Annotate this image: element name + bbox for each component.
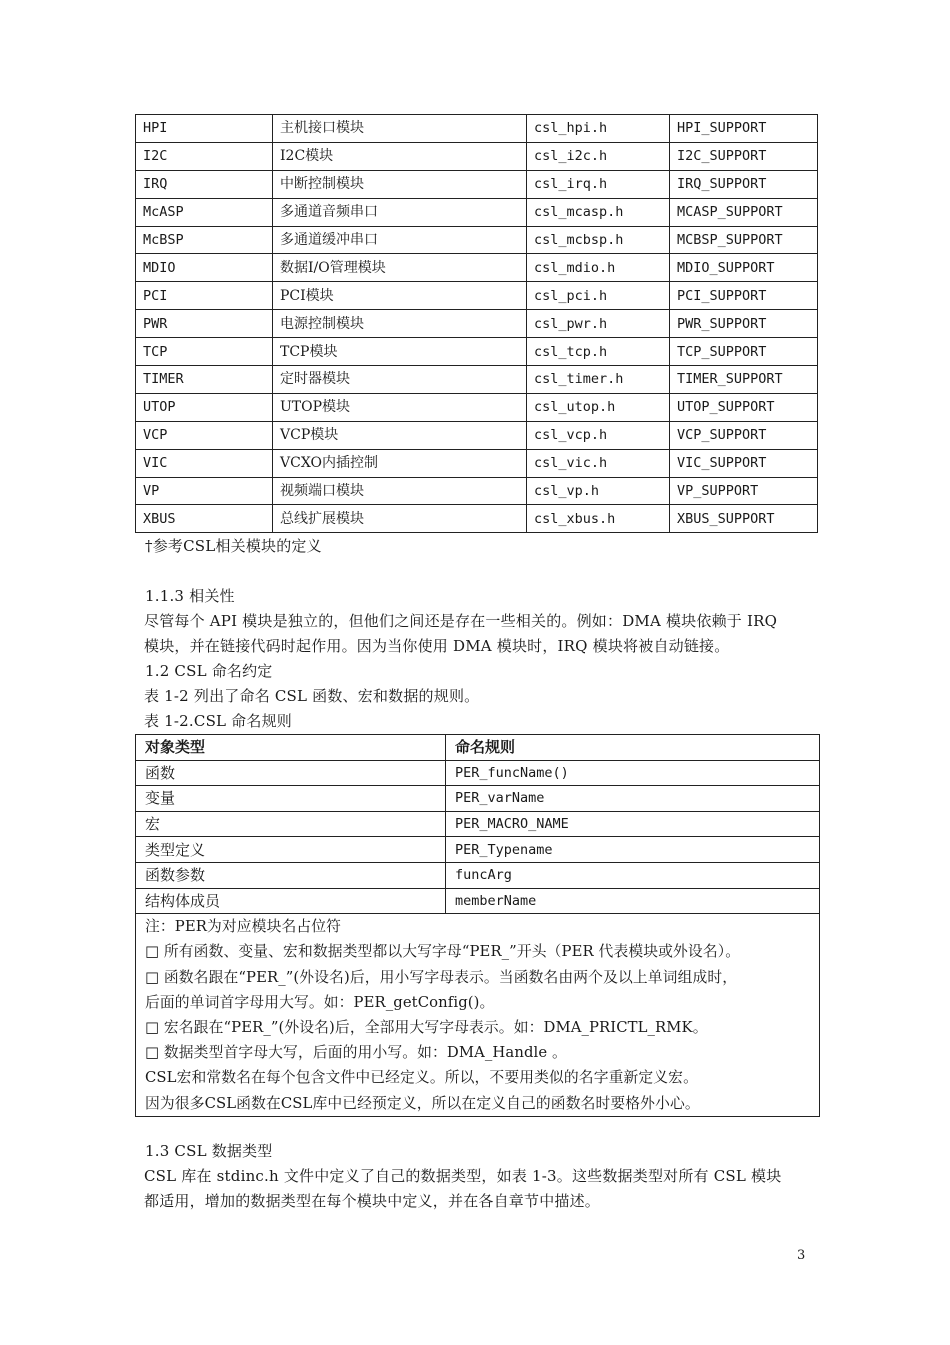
table-row [136,115,818,143]
module-description: 主机接口模块 [273,115,527,143]
module-abbrev: VCP [136,421,273,449]
module-description: VCXO内插控制 [273,449,527,477]
naming-rule-cell: PER_funcName() [446,760,820,786]
module-abbrev: PCI [136,282,273,310]
page-number: 3 [797,1248,806,1263]
note-line: □ 函数名跟在“PER_”(外设名)后，用小写字母表示。当函数名由两个及以上单词组成时， [145,968,738,986]
object-type-cell: 类型定义 [136,837,446,863]
table-row [136,888,820,914]
table-row [136,421,818,449]
module-description: TCP模块 [273,338,527,366]
module-description: VCP模块 [273,421,527,449]
module-support-macro: PCI_SUPPORT [670,282,818,310]
table-row [136,760,820,786]
table-row [136,449,818,477]
module-support-macro: MDIO_SUPPORT [670,254,818,282]
naming-rule-cell: PER_MACRO_NAME [446,811,820,837]
object-type-cell: 函数参数 [136,862,446,888]
table-row [136,198,818,226]
table-row [136,477,818,505]
section-heading-1-3: 1.3 CSL 数据类型 [145,1142,273,1160]
module-abbrev: HPI [136,115,273,143]
module-abbrev: TCP [136,338,273,366]
note-line: 后面的单词首字母用大写。如：PER_getConfig()。 [145,993,495,1011]
module-abbrev: McASP [136,198,273,226]
object-type-cell: 变量 [136,786,446,812]
module-description: 数据I/O管理模块 [273,254,527,282]
table-row [136,142,818,170]
object-type-cell: 宏 [136,811,446,837]
table-row [136,310,818,338]
module-description: UTOP模块 [273,393,527,421]
module-abbrev: MDIO [136,254,273,282]
module-header-file: csl_pwr.h [527,310,670,338]
naming-rule-cell: memberName [446,888,820,914]
note-line: 注：PER为对应模块名占位符 [145,918,342,936]
module-header-file: csl_vp.h [527,477,670,505]
module-header-file: csl_hpi.h [527,115,670,143]
table-row [136,254,818,282]
module-support-macro: VIC_SUPPORT [670,449,818,477]
module-support-macro: IRQ_SUPPORT [670,170,818,198]
module-abbrev: McBSP [136,226,273,254]
object-type-cell: 结构体成员 [136,888,446,914]
module-description: PCI模块 [273,282,527,310]
note-line: 因为很多CSL函数在CSL库中已经预定义，所以在定义自己的函数名时要格外小心。 [145,1094,700,1112]
table-row [136,282,818,310]
module-header-file: csl_irq.h [527,170,670,198]
table-row [136,505,818,533]
table-row [136,366,818,394]
section-heading-1-2: 1.2 CSL 命名约定 [145,662,273,680]
section-heading-1-1-3: 1.1.3 相关性 [145,587,235,605]
module-support-macro: HPI_SUPPORT [670,115,818,143]
module-header-file: csl_i2c.h [527,142,670,170]
module-header-file: csl_pci.h [527,282,670,310]
module-description: 电源控制模块 [273,310,527,338]
naming-rules-table [135,734,820,1117]
notes-cell [136,914,820,1117]
module-support-macro: PWR_SUPPORT [670,310,818,338]
naming-rule-cell: funcArg [446,862,820,888]
header-naming-rule: 命名规则 [446,735,820,761]
module-abbrev: UTOP [136,393,273,421]
module-abbrev: VP [136,477,273,505]
naming-table-body [136,760,820,914]
module-header-file: csl_vcp.h [527,421,670,449]
module-abbrev: VIC [136,449,273,477]
module-description: 总线扩展模块 [273,505,527,533]
module-support-macro: TIMER_SUPPORT [670,366,818,394]
module-abbrev: XBUS [136,505,273,533]
module-header-file: csl_mcbsp.h [527,226,670,254]
table-row [136,170,818,198]
module-support-macro: TCP_SUPPORT [670,338,818,366]
module-support-macro: MCASP_SUPPORT [670,198,818,226]
module-header-file: csl_tcp.h [527,338,670,366]
module-description: I2C模块 [273,142,527,170]
table-row [136,226,818,254]
note-line: CSL宏和常数名在每个包含文件中已经定义。所以，不要用类似的名字重新定义宏。 [145,1069,698,1087]
module-header-file: csl_mcasp.h [527,198,670,226]
module-header-file: csl_mdio.h [527,254,670,282]
note-line: □ 所有函数、变量、宏和数据类型都以大写字母“PER_”开头（PER 代表模块或外设名）。 [145,943,741,961]
module-support-macro: VCP_SUPPORT [670,421,818,449]
module-table [135,114,818,533]
table-row [136,786,820,812]
paragraph-line: 模块，并在链接代码时起作用。因为当你使用 DMA 模块时，IRQ 模块将被自动链接。 [144,637,730,655]
module-support-macro: VP_SUPPORT [670,477,818,505]
table-row [136,393,818,421]
table-row [136,837,820,863]
naming-rule-cell: PER_Typename [446,837,820,863]
module-support-macro: UTOP_SUPPORT [670,393,818,421]
module-header-file: csl_xbus.h [527,505,670,533]
module-abbrev: IRQ [136,170,273,198]
module-description: 多通道缓冲串口 [273,226,527,254]
module-description: 多通道音频串口 [273,198,527,226]
module-abbrev: TIMER [136,366,273,394]
paragraph-line: CSL 库在 stdinc.h 文件中定义了自己的数据类型，如表 1-3。这些数据类型对所有 CSL 模块 [144,1167,782,1185]
note-line: □ 数据类型首字母大写，后面的用小写。如：DMA_Handle 。 [145,1044,567,1062]
table-row [136,338,818,366]
module-header-file: csl_vic.h [527,449,670,477]
note-line: □ 宏名跟在“PER_”(外设名)后，全部用大写字母表示。如：DMA_PRICTL_RMK。 [145,1018,708,1036]
table-footnote: †参考CSL相关模块的定义 [145,537,322,555]
header-object-type: 对象类型 [136,735,446,761]
module-table-body [136,115,818,533]
paragraph-line: 表 1-2 列出了命名 CSL 函数、宏和数据的规则。 [144,687,480,705]
naming-rule-cell: PER_varName [446,786,820,812]
module-abbrev: I2C [136,142,273,170]
module-header-file: csl_utop.h [527,393,670,421]
module-header-file: csl_timer.h [527,366,670,394]
paragraph-line: 都适用，增加的数据类型在每个模块中定义，并在各自章节中描述。 [144,1192,601,1210]
table-row [136,811,820,837]
table-row [136,862,820,888]
object-type-cell: 函数 [136,760,446,786]
module-support-macro: XBUS_SUPPORT [670,505,818,533]
table-caption: 表 1-2.CSL 命名规则 [144,712,292,730]
module-description: 定时器模块 [273,366,527,394]
module-description: 中断控制模块 [273,170,527,198]
module-support-macro: MCBSP_SUPPORT [670,226,818,254]
paragraph-line: 尽管每个 API 模块是独立的，但他们之间还是存在一些相关的。例如：DMA 模块依赖于 IRQ [144,612,778,630]
table-header-row [136,735,820,761]
notes-row [136,914,820,1117]
module-description: 视频端口模块 [273,477,527,505]
module-support-macro: I2C_SUPPORT [670,142,818,170]
module-abbrev: PWR [136,310,273,338]
